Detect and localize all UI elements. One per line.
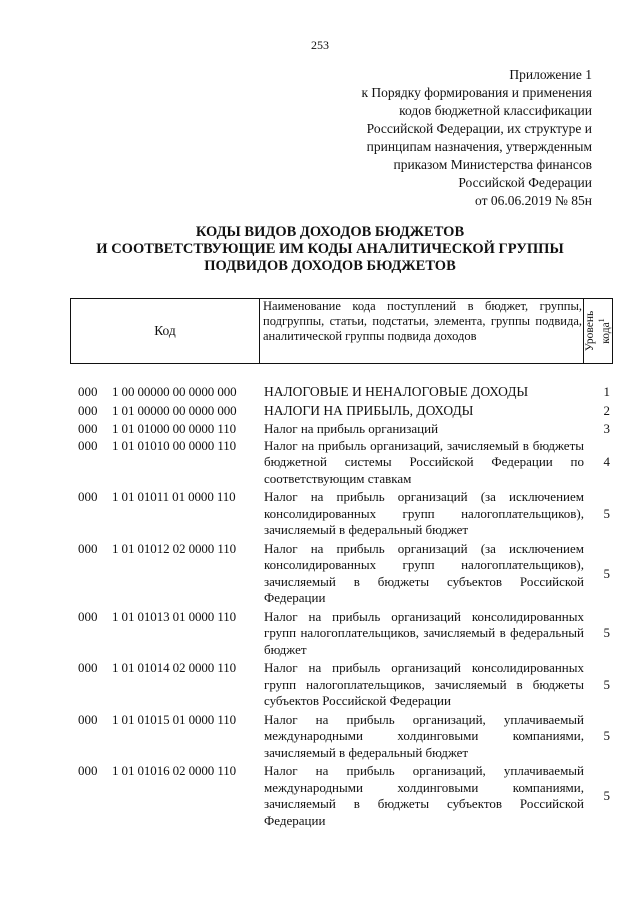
- row-level: 4: [603, 454, 610, 470]
- title-line: ПОДВИДОВ ДОХОДОВ БЮДЖЕТОВ: [204, 258, 456, 274]
- appendix-line: принципам назначения, утвержденным: [366, 139, 592, 154]
- header-level-word: Уровень: [584, 310, 597, 352]
- admin-code: 000: [78, 489, 98, 504]
- row-name: Налог на прибыль организаций консолидированных групп налогоплательщиков, зачисляемый в федеральный бюджет: [264, 608, 584, 657]
- row-level: 5: [603, 788, 610, 803]
- title-line: КОДЫ ВИДОВ ДОХОДОВ БЮДЖЕТОВ: [195, 224, 465, 240]
- income-code-list: [78, 384, 612, 829]
- header-level-footnote: 1: [597, 318, 607, 323]
- title-line: И СООТВЕТСТВУЮЩИЕ ИМ КОДЫ АНАЛИТИЧЕСКОЙ ГРУППЫ: [96, 241, 564, 257]
- row-level: 5: [603, 505, 610, 521]
- row-level: 5: [603, 625, 610, 641]
- admin-code: 000: [78, 421, 98, 436]
- appendix-block: [272, 66, 592, 210]
- row-level: 2: [603, 402, 610, 418]
- table-row: [78, 763, 612, 829]
- row-level: 3: [603, 421, 610, 437]
- admin-code: 000: [78, 437, 98, 453]
- header-level-label: [584, 311, 612, 352]
- row-level: 5: [603, 728, 610, 744]
- header-level-code: кода: [599, 322, 612, 344]
- table-row: [78, 438, 612, 488]
- table-row: [78, 660, 612, 710]
- budget-code: 1 00 00000 00 0000 000: [112, 384, 237, 399]
- budget-code: 1 01 01011 01 0000 110: [112, 489, 236, 504]
- header-code: Код: [71, 299, 260, 363]
- header-name: Наименование кода поступлений в бюджет, группы, подгруппы, статьи, подстатьи, элемента, группы подвида, аналитической группы подвида доходов: [263, 299, 582, 343]
- table-row: [78, 421, 612, 438]
- budget-code: 1 01 01000 00 0000 110: [112, 421, 237, 436]
- budget-code: 1 01 01014 02 0000 110: [112, 660, 237, 675]
- table-row: [78, 712, 612, 762]
- document-title: [60, 224, 600, 275]
- row-name: Налог на прибыль организаций (за исключением консолидированных групп налогоплательщиков), зачисляемый в федеральный бюджет: [264, 489, 584, 537]
- admin-code: 000: [78, 711, 98, 727]
- row-name: Налог на прибыль организаций, уплачиваемый международными холдинговыми компаниями, зачисляемый в бюджеты субъектов Российской Федерации: [264, 763, 584, 828]
- table-row: [78, 609, 612, 659]
- row-level: 5: [603, 565, 610, 581]
- admin-code: 000: [78, 540, 98, 556]
- table-header: [70, 298, 613, 364]
- budget-code: 1 01 01010 00 0000 110: [112, 437, 237, 453]
- budget-code: 1 01 01016 02 0000 110: [112, 763, 237, 778]
- admin-code: 000: [78, 763, 98, 778]
- appendix-line: к Порядку формирования и применения: [361, 85, 592, 100]
- row-name: Налог на прибыль организаций: [264, 421, 439, 436]
- admin-code: 000: [78, 660, 98, 675]
- row-name: Налог на прибыль организаций, уплачиваемый международными холдинговыми компаниями, зачисляемый в федеральный бюджет: [264, 711, 584, 760]
- budget-code: 1 01 00000 00 0000 000: [112, 402, 237, 418]
- appendix-line: от 06.06.2019 № 85н: [475, 193, 592, 208]
- table-row: [78, 541, 612, 607]
- budget-code: 1 01 01012 02 0000 110: [112, 540, 237, 556]
- appendix-line: Российской Федерации, их структуре и: [366, 121, 592, 136]
- budget-code: 1 01 01015 01 0000 110: [112, 711, 237, 727]
- page-number: 253: [311, 38, 329, 52]
- appendix-line: кодов бюджетной классификации: [399, 103, 592, 118]
- admin-code: 000: [78, 384, 98, 399]
- admin-code: 000: [78, 608, 98, 624]
- row-level: 1: [603, 384, 610, 400]
- table-row: [78, 403, 612, 420]
- budget-code: 1 01 01013 01 0000 110: [112, 608, 237, 624]
- row-name: НАЛОГОВЫЕ И НЕНАЛОГОВЫЕ ДОХОДЫ: [264, 384, 529, 399]
- appendix-line: Приложение 1: [509, 67, 592, 82]
- row-name: Налог на прибыль организаций (за исключением консолидированных групп налогоплательщиков), зачисляемый в бюджеты субъектов Российской Федерации: [264, 540, 584, 605]
- header-level: [583, 299, 612, 363]
- row-name: Налог на прибыль организаций, зачисляемый в бюджеты бюджетной системы Российской Федерации по соответствующим ставкам: [264, 437, 584, 486]
- row-level: 5: [603, 676, 610, 692]
- table-row: [78, 489, 612, 539]
- admin-code: 000: [78, 402, 98, 418]
- row-name: НАЛОГИ НА ПРИБЫЛЬ, ДОХОДЫ: [264, 402, 474, 418]
- row-name: Налог на прибыль организаций консолидированных групп налогоплательщиков, зачисляемый в бюджеты субъектов Российской Федерации: [264, 660, 584, 708]
- appendix-line: Российской Федерации: [458, 175, 592, 190]
- table-row: [78, 384, 612, 401]
- appendix-line: приказом Министерства финансов: [393, 157, 592, 172]
